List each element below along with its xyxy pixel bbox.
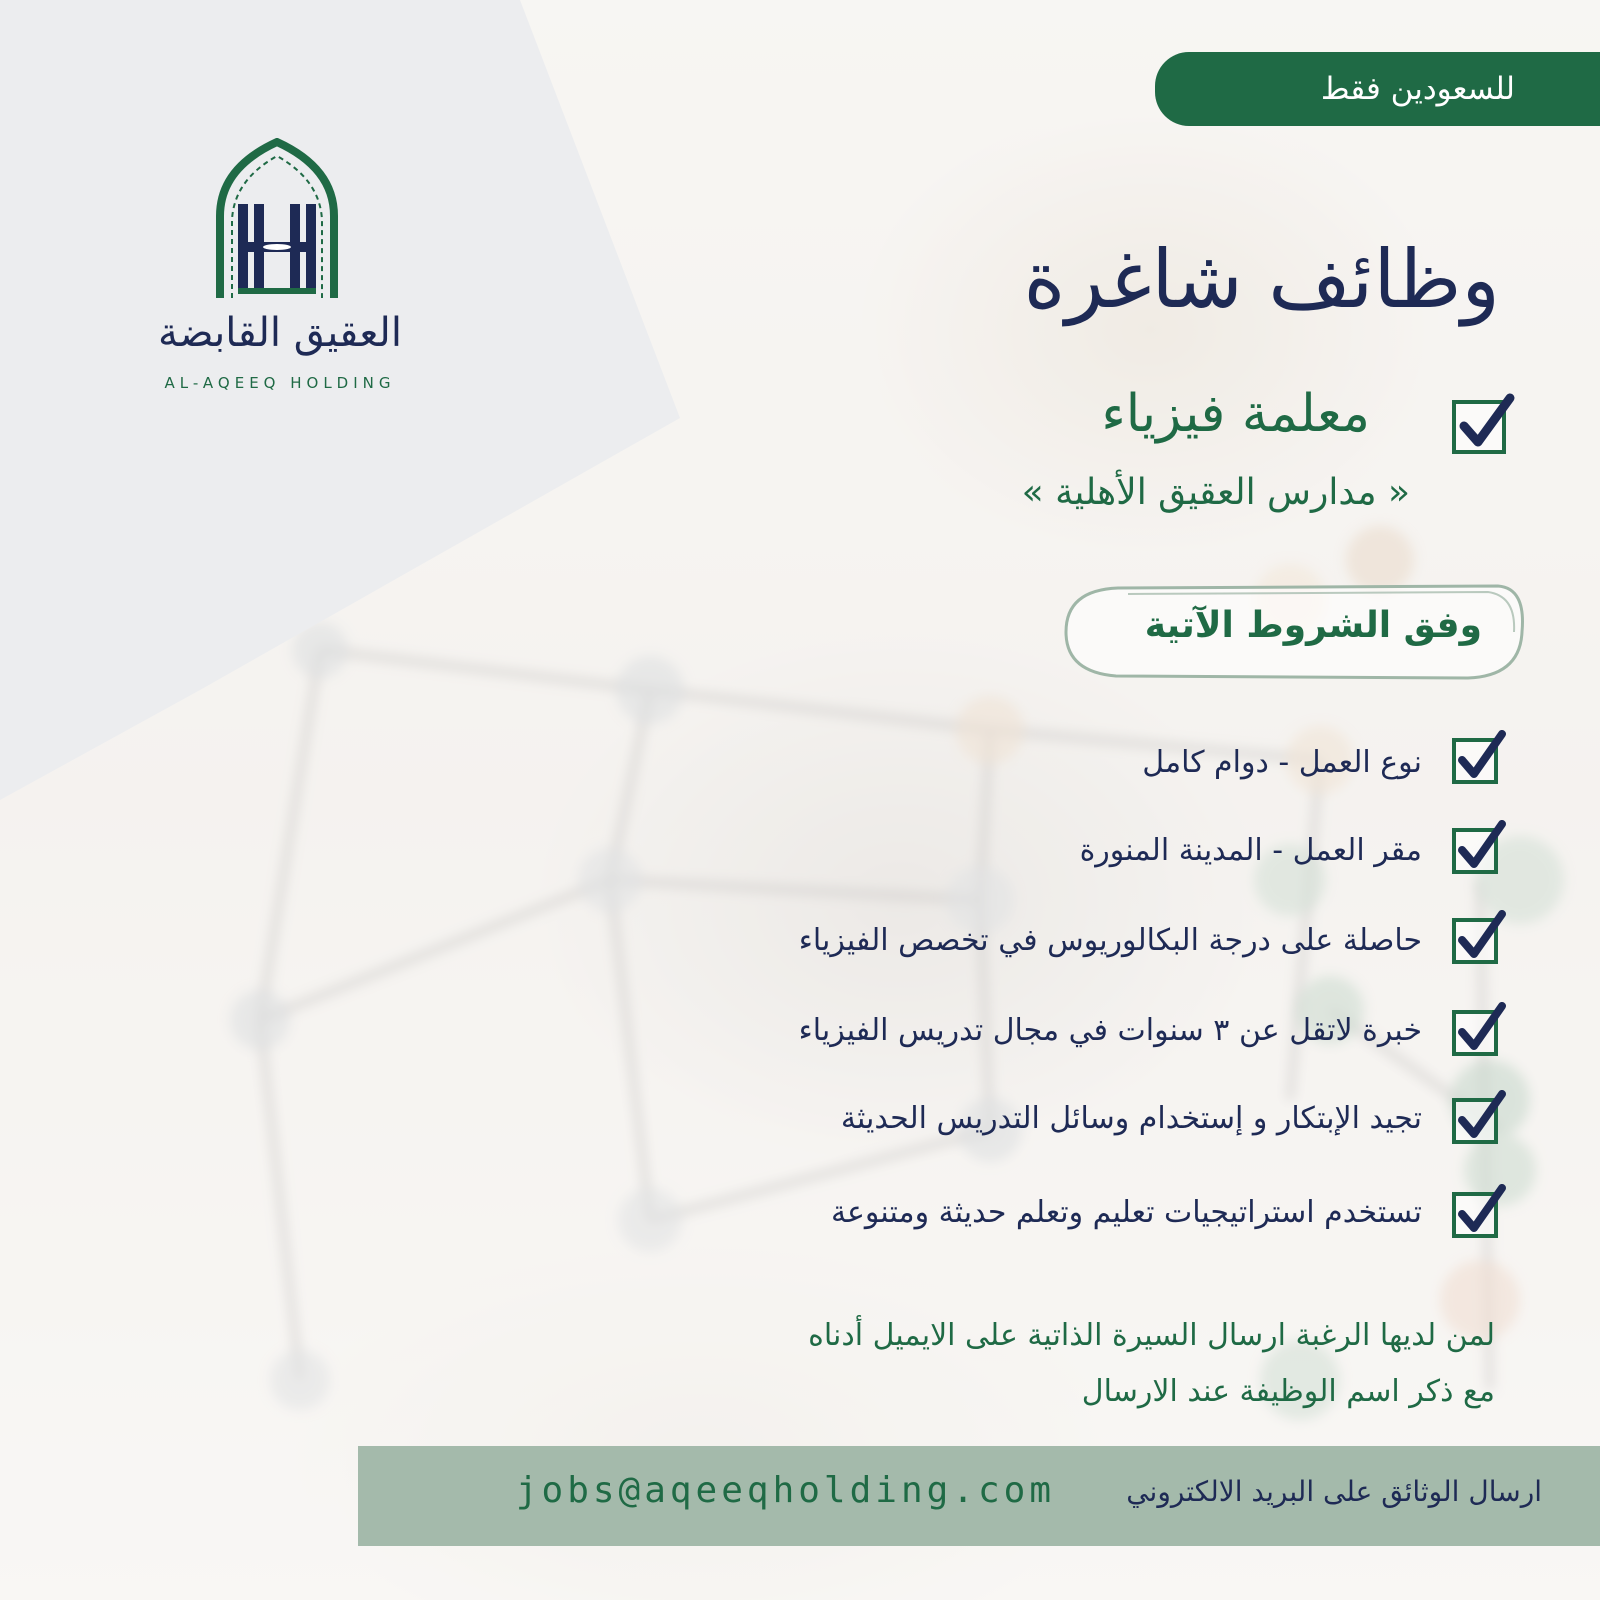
school-name: « مدارس العقيق الأهلية » bbox=[1021, 472, 1410, 513]
logo-name-english: AL-AQEEQ HOLDING bbox=[164, 374, 396, 392]
saudis-only-badge bbox=[1155, 52, 1600, 126]
requirement-degree: حاصلة على درجة البكالوريوس في تخصص الفيزياء bbox=[798, 923, 1422, 958]
requirement-experience: خبرة لاتقل عن ٣ سنوات في مجال تدريس الفيزياء bbox=[798, 1013, 1422, 1048]
check-icon bbox=[1452, 1192, 1498, 1238]
footer-label: ارسال الوثائق على البريد الالكتروني bbox=[1126, 1475, 1542, 1508]
check-icon bbox=[1452, 1010, 1498, 1056]
check-icon bbox=[1452, 1098, 1498, 1144]
job-title: معلمة فيزياء bbox=[1101, 384, 1370, 444]
requirement-work-type: نوع العمل - دوام كامل bbox=[1142, 745, 1422, 780]
email-link[interactable]: jobs@aqeeqholding.com bbox=[515, 1470, 1055, 1511]
check-icon bbox=[1452, 738, 1498, 784]
check-icon bbox=[1452, 918, 1498, 964]
requirement-innovation: تجيد الإبتكار و إستخدام وسائل التدريس الحديثة bbox=[840, 1101, 1422, 1136]
arch-monogram-icon bbox=[212, 138, 342, 303]
logo-panel bbox=[0, 0, 700, 810]
note-line-1: لمن لديها الرغبة ارسال السيرة الذاتية على الايميل أدناه bbox=[808, 1318, 1495, 1353]
check-icon bbox=[1452, 828, 1498, 874]
application-note bbox=[808, 1308, 1495, 1420]
conditions-heading: وفق الشروط الآتية bbox=[1144, 605, 1482, 646]
badge-text: للسعودين فقط bbox=[1320, 71, 1515, 107]
requirement-strategies: تستخدم استراتيجيات تعليم وتعلم حديثة ومتنوعة bbox=[830, 1195, 1422, 1230]
page-title: وظائف شاغرة bbox=[1023, 233, 1500, 326]
job-checkbox-icon bbox=[1452, 400, 1506, 454]
note-line-2: مع ذكر اسم الوظيفة عند الارسال bbox=[1081, 1374, 1495, 1409]
requirement-location: مقر العمل - المدينة المنورة bbox=[1079, 833, 1422, 868]
logo-name-arabic: العقيق القابضة bbox=[158, 310, 402, 356]
